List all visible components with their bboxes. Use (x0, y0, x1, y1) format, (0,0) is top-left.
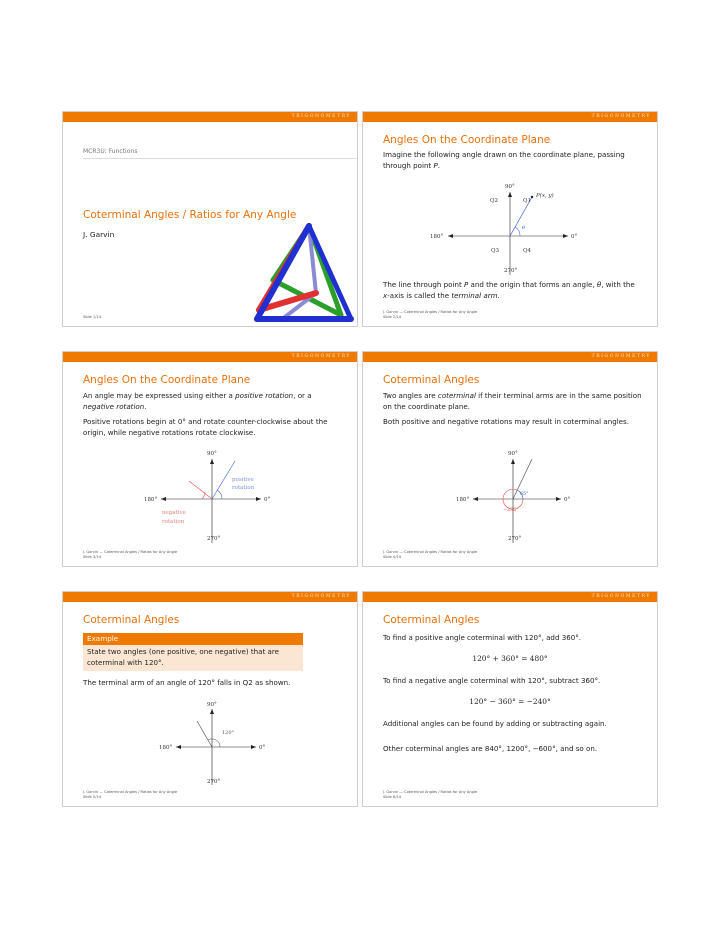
theta-label: θ (522, 225, 526, 231)
presentation-title: Coterminal Angles / Ratios for Any Angle (83, 209, 297, 221)
example-block-header: Example (83, 633, 303, 645)
deg180-label: 180° (144, 497, 158, 503)
title-divider (83, 158, 357, 159)
deg270-label: 270° (504, 268, 518, 274)
slide-title: Coterminal Angles (383, 614, 480, 626)
angle-120-label: 120° (222, 730, 235, 736)
additional-angles-text: Additional angles can be found by adding or subtracting again. (383, 719, 607, 728)
slide-6 (362, 591, 658, 807)
deg180-label: 180° (159, 745, 173, 751)
q3-label: Q3 (491, 248, 500, 254)
slide-header-bar: TRIGONOMETRY (63, 112, 357, 122)
slide-title: Coterminal Angles (383, 374, 480, 386)
q4-label: Q4 (523, 248, 532, 254)
slide-number: Slide 1/14 (83, 315, 101, 319)
angle-120-diagram (63, 697, 359, 787)
angle-neg295-label: −295° (503, 508, 519, 513)
slide-title: Coterminal Angles (83, 614, 180, 626)
add-360-text: To find a positive angle coterminal with 120°, add 360°. (383, 633, 582, 642)
deg270-label: 270° (508, 536, 522, 542)
deg0-label: 0° (264, 497, 271, 503)
example-block-text: State two angles (one positive, one negative) that are coterminal with 120°. (83, 645, 303, 671)
point-label: P(x, y) (536, 193, 554, 199)
slide-2 (362, 111, 658, 327)
slide-footer: J. Garvin — Coterminal Angles / Ratios for Any Angle Slide 3/14 (83, 550, 178, 559)
slide-footer: J. Garvin — Coterminal Angles / Ratios for Any Angle Slide 6/14 (383, 790, 478, 799)
deg0-label: 0° (571, 234, 578, 240)
slide-header-bar: TRIGONOMETRY (363, 112, 657, 122)
slide-header-bar: TRIGONOMETRY (363, 352, 657, 362)
intro-text: Imagine the following angle drawn on the coordinate plane, passing through point P. (383, 150, 625, 170)
rotation-diagram (63, 447, 359, 547)
course-label: MCR3U: Functions (83, 148, 138, 155)
slide-header-bar: TRIGONOMETRY (363, 592, 657, 602)
deg180-label: 180° (456, 497, 470, 503)
deg180-label: 180° (430, 234, 444, 240)
angle-65-label: 65° (520, 492, 529, 497)
equation-add: 120° + 360° = 480° (472, 654, 548, 663)
equation-subtract: 120° − 360° = −240° (469, 697, 551, 706)
deg90-label: 90° (505, 184, 515, 190)
slide-1 (62, 111, 358, 327)
q2-explanation: The terminal arm of an angle of 120° falls in Q2 as shown. (83, 678, 291, 687)
slide-footer: J. Garvin — Coterminal Angles / Ratios for Any Angle Slide 5/14 (83, 790, 178, 799)
negative-rotation-label: negative (162, 510, 186, 516)
coterminal-diagram (363, 447, 659, 547)
other-angles-text: Other coterminal angles are 840°, 1200°, −600°, and so on. (383, 744, 598, 753)
deg90-label: 90° (207, 702, 217, 708)
deg90-label: 90° (207, 451, 217, 457)
slide-5 (62, 591, 358, 807)
slide-title: Angles On the Coordinate Plane (83, 374, 251, 386)
slide-footer: J. Garvin — Coterminal Angles / Ratios for Any Angle Slide 2/14 (383, 310, 478, 319)
author-name: J. Garvin (83, 230, 115, 239)
tetrahedron-logo (251, 218, 361, 328)
deg0-label: 0° (259, 745, 266, 751)
deg270-label: 270° (207, 779, 221, 785)
subtract-360-text: To find a negative angle coterminal with 120°, subtract 360°. (383, 676, 601, 685)
coterminal-definition: Two angles are coterminal if their terminal arms are in the same position on the coordinate plane. Both positive and negative rotations may result in coterminal angles. (383, 391, 642, 427)
deg90-label: 90° (508, 451, 518, 457)
slide-title: Angles On the Coordinate Plane (383, 134, 551, 146)
negative-rotation-label-2: rotation (162, 519, 185, 525)
deg0-label: 0° (564, 497, 571, 503)
rotation-text: An angle may be expressed using either a positive rotation, or a negative rotation. Positive rotations begin at 0° and rotate counter-clockwise about the origin, while negative rotations rotate clockwise. (83, 391, 328, 437)
coordinate-plane-diagram (363, 180, 659, 274)
positive-rotation-label-2: rotation (232, 485, 255, 491)
slide-header-bar: TRIGONOMETRY (63, 592, 357, 602)
positive-rotation-label: positive (232, 477, 254, 483)
slide-header-bar: TRIGONOMETRY (63, 352, 357, 362)
slide-3 (62, 351, 358, 567)
slide-footer: J. Garvin — Coterminal Angles / Ratios for Any Angle Slide 4/14 (383, 550, 478, 559)
terminal-arm-text: The line through point P and the origin that forms an angle, θ, with the x-axis is called the terminal arm. (383, 280, 635, 300)
q1-label: Q1 (523, 198, 532, 204)
q2-label: Q2 (490, 198, 499, 204)
slide-4 (362, 351, 658, 567)
deg270-label: 270° (207, 536, 221, 542)
